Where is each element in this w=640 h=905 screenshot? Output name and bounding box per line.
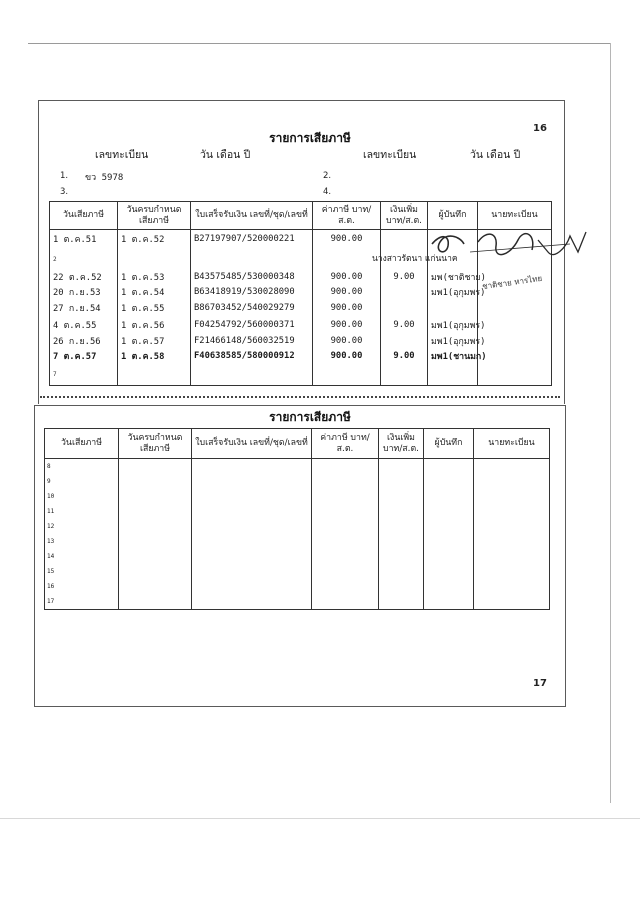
right-reg-label: เลขทะเบียน (363, 149, 417, 161)
due-date: 1 ต.ค.54 (118, 285, 191, 300)
table-row (50, 349, 552, 364)
scan-edge-top (28, 43, 610, 44)
paid-date: 26 ก.ย.56 (50, 334, 118, 349)
table-row (45, 564, 550, 579)
table-row (45, 459, 550, 475)
table-row (50, 270, 552, 285)
reg-line-1-value: ขว 5978 (85, 173, 124, 183)
paid-date: 1 ต.ค.51 (50, 230, 118, 249)
due-date: 1 ต.ค.53 (118, 270, 191, 285)
row-index: 7 (53, 371, 57, 379)
row-index: 10 (45, 489, 119, 504)
due-date: 1 ต.ค.56 (118, 317, 191, 334)
registrar (478, 349, 552, 364)
header-tax-amount: ค่าภาษี บาท/ส.ต. (312, 429, 379, 459)
table-row (45, 504, 550, 519)
surcharge (381, 334, 428, 349)
surcharge: 9.00 (381, 349, 428, 364)
row-index: 15 (45, 564, 119, 579)
table-row (50, 364, 552, 386)
bottom-section-title: รายการเสียภาษี (269, 410, 351, 424)
tax-amount: 900.00 (313, 270, 381, 285)
row-index: 17 (45, 594, 119, 610)
recorder: มพ(ชาติชาย) (428, 270, 478, 285)
header-recorder: ผู้บันทึก (424, 429, 474, 459)
header-recorder: ผู้บันทึก (428, 202, 478, 230)
header-receipt-no: ใบเสร็จรับเงิน เลขที่/ชุด/เลขที่ (191, 202, 313, 230)
recorder: มพ1(อุกุมพร) (428, 317, 478, 334)
recorder: มพ1(ชานมก) (428, 349, 478, 364)
tear-line (40, 396, 560, 398)
header-paid-date: วันเสียภาษี (50, 202, 118, 230)
row-index: 12 (45, 519, 119, 534)
paid-date: 22 ต.ค.52 (50, 270, 118, 285)
receipt-no: B63418919/530028090 (191, 285, 313, 300)
row-index: 16 (45, 579, 119, 594)
receipt-no: F40638585/580000912 (191, 349, 313, 364)
page-number-top: 16 (533, 123, 547, 134)
header-paid-date: วันเสียภาษี (45, 429, 119, 459)
due-date: 1 ต.ค.55 (118, 300, 191, 317)
registrar (478, 334, 552, 349)
receipt-no: F21466148/560032519 (191, 334, 313, 349)
surcharge (381, 300, 428, 317)
reg-line-1-number: 1. (60, 171, 69, 181)
tax-amount: 900.00 (313, 230, 381, 249)
receipt-no: B86703452/540029279 (191, 300, 313, 317)
header-tax-amount: ค่าภาษี บาท/ส.ต. (313, 202, 381, 230)
table-row (45, 579, 550, 594)
due-date: 1 ต.ค.57 (118, 334, 191, 349)
table-row (50, 334, 552, 349)
due-date: 1 ต.ค.58 (118, 349, 191, 364)
receipt-no: B27197907/520000221 (191, 230, 313, 249)
tax-amount: 900.00 (313, 317, 381, 334)
left-date-label: วัน เดือน ปี (200, 149, 251, 161)
recorder (428, 300, 478, 317)
header-due-date: วันครบกำหนด เสียภาษี (119, 429, 192, 459)
surcharge: 9.00 (381, 270, 428, 285)
scan-edge-bottom (0, 818, 640, 819)
receipt-no: F04254792/560000371 (191, 317, 313, 334)
row-index: 9 (45, 474, 119, 489)
registrar (478, 317, 552, 334)
tax-amount: 900.00 (313, 285, 381, 300)
top-section-title: รายการเสียภาษี (269, 131, 351, 145)
paid-date: 27 ก.ย.54 (50, 300, 118, 317)
header-registrar: นายทะเบียน (474, 429, 550, 459)
row-index: 14 (45, 549, 119, 564)
table-row (45, 519, 550, 534)
left-reg-label: เลขทะเบียน (95, 149, 149, 161)
scan-edge-right (610, 43, 611, 803)
recorder: มพ1(อุกุมพร) (428, 285, 478, 300)
table-row (50, 300, 552, 317)
paid-date: 4 ต.ค.55 (50, 317, 118, 334)
table-row (45, 549, 550, 564)
header-registrar: นายทะเบียน (478, 202, 552, 230)
table-row (45, 489, 550, 504)
header-surcharge: เงินเพิ่ม บาท/ส.ต. (381, 202, 428, 230)
table-row (45, 534, 550, 549)
table-row (50, 285, 552, 300)
tax-amount: 900.00 (313, 300, 381, 317)
reg-line-2-number: 2. (323, 171, 332, 181)
paid-date: 7 ต.ค.57 (50, 349, 118, 364)
due-date: 1 ต.ค.52 (118, 230, 191, 249)
row-index: 11 (45, 504, 119, 519)
recorder: มพ1(อุกุมพร) (428, 334, 478, 349)
right-date-label: วัน เดือน ปี (470, 149, 521, 161)
header-due-date: วันครบกำหนด เสียภาษี (118, 202, 191, 230)
tax-amount: 900.00 (313, 349, 381, 364)
handwritten-signature (420, 222, 590, 267)
registrar (478, 300, 552, 317)
paid-date: 20 ก.ย.53 (50, 285, 118, 300)
bottom-tax-table (44, 428, 550, 610)
row-index: 8 (45, 459, 119, 475)
tax-amount: 900.00 (313, 334, 381, 349)
table-row (45, 594, 550, 610)
table-row (50, 317, 552, 334)
page-number-bottom: 17 (533, 678, 547, 689)
registrar-name-stamp: นางสาวรัตนา แก่นนาค (372, 254, 458, 264)
table-row (45, 474, 550, 489)
row-index: 13 (45, 534, 119, 549)
row-index: 2 (53, 256, 57, 263)
header-receipt-no: ใบเสร็จรับเงิน เลขที่/ชุด/เลขที่ (192, 429, 312, 459)
registrar-note-stamp: ชาติชาย หารไทย (481, 273, 543, 292)
surcharge (381, 285, 428, 300)
header-surcharge: เงินเพิ่ม บาท/ส.ต. (379, 429, 424, 459)
reg-line-3-number: 3. (60, 187, 69, 197)
reg-line-4-number: 4. (323, 187, 332, 197)
receipt-no: B43575485/530000348 (191, 270, 313, 285)
surcharge: 9.00 (381, 317, 428, 334)
